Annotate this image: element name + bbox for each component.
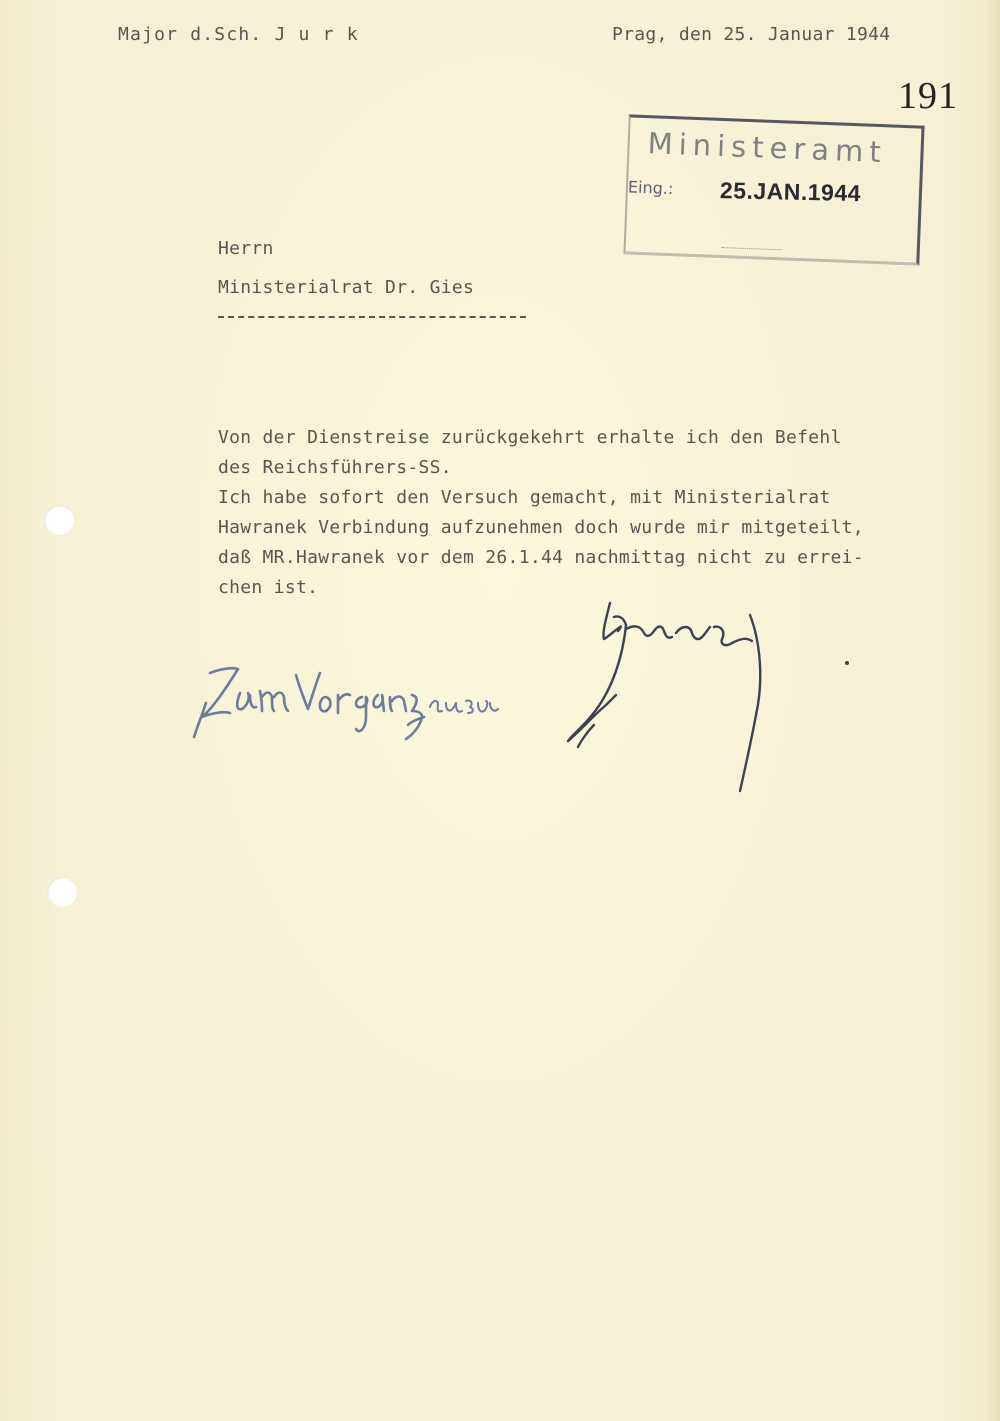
stamp-dotted-line [722,247,782,250]
body-line: Von der Dienstreise zurückgekehrt erhalte ich den Befehl [218,427,842,448]
body-line: chen ist. [218,577,319,598]
punch-hole [47,877,77,907]
place-date-line: Prag, den 25. Januar 1944 [612,24,891,45]
salutation: Herrn [218,238,274,259]
page-number: 191 [898,75,958,117]
recipient: Ministerialrat Dr. Gies [218,277,475,298]
sender-line: Major d.Sch. J u r k [118,24,359,45]
stamp-received-date: 25.JAN.1944 [719,177,862,207]
recipient-underline [218,316,526,318]
body-line: Hawranek Verbindung aufzunehmen doch wurde mir mitgeteilt, [218,517,864,538]
body-line: daß MR.Hawranek vor dem 26.1.44 nachmittag nicht zu errei- [218,547,864,568]
received-stamp [623,114,924,265]
paper-edge-shadow [986,0,1000,1421]
punch-hole [44,505,74,535]
handwritten-note [180,655,520,745]
stamp-title: Ministeramt [647,126,888,170]
handwritten-signature [550,585,860,800]
body-line: Ich habe sofort den Versuch gemacht, mit Ministerialrat [218,487,831,508]
stamp-received-label: Eing.: [627,177,674,199]
body-line: des Reichsführers-SS. [218,457,452,478]
